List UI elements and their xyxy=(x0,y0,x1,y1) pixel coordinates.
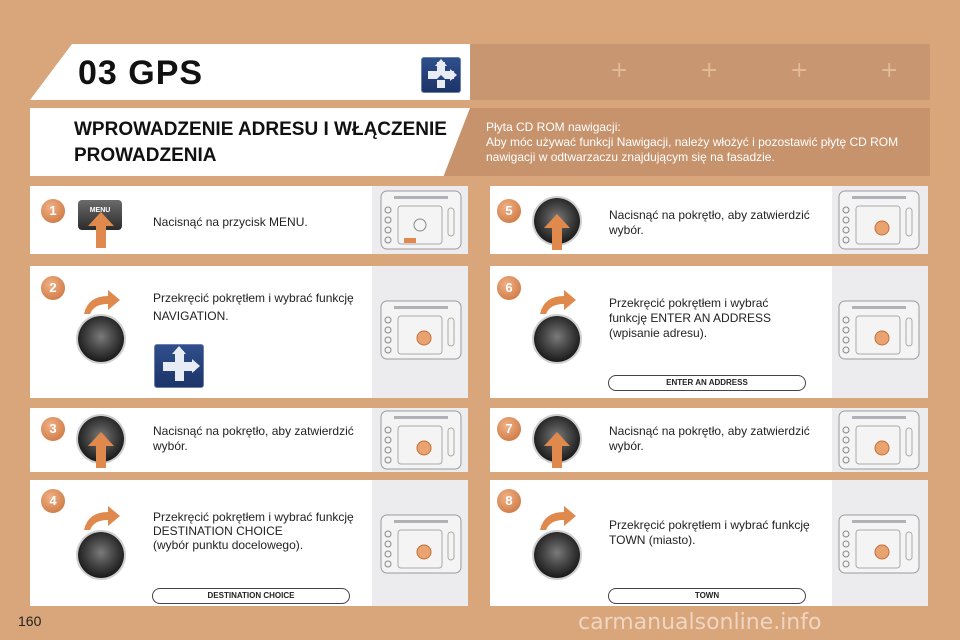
press-arrow-icon xyxy=(88,432,114,468)
press-arrow-icon xyxy=(544,432,570,468)
enter-address-pill: ENTER AN ADDRESS xyxy=(608,375,806,391)
step-badge-2: 2 xyxy=(40,275,66,301)
radio-panel-icon xyxy=(838,300,920,360)
radio-panel-icon xyxy=(380,190,462,250)
step-badge-4: 4 xyxy=(40,488,66,514)
navigation-arrows-icon xyxy=(421,57,461,93)
radio-panel-icon xyxy=(380,410,462,470)
rotary-knob-icon xyxy=(78,532,124,578)
step-badge-6: 6 xyxy=(496,275,522,301)
press-arrow-icon xyxy=(544,214,570,250)
step-text-3: Nacisnąć na pokrętło, aby zatwierdzić wybór. xyxy=(153,424,354,453)
press-arrow-icon xyxy=(88,212,114,248)
rotary-knob-icon xyxy=(78,316,124,362)
rotate-arrow-icon xyxy=(538,504,578,532)
destination-choice-pill: DESTINATION CHOICE xyxy=(152,588,350,604)
step-text-8: Przekręcić pokrętłem i wybrać funkcję TOWN (miasto). xyxy=(609,518,810,547)
section-title: WPROWADZENIE ADRESU I WŁĄCZENIE PROWADZENIA xyxy=(74,119,447,166)
rotary-knob-icon xyxy=(534,532,580,578)
rotary-knob-icon xyxy=(534,316,580,362)
radio-panel-icon xyxy=(380,300,462,360)
step-text-2: Przekręcić pokrętłem i wybrać funkcję NAVIGATION. xyxy=(153,291,354,323)
header-decor-band: + + + + xyxy=(470,44,930,100)
radio-panel-icon xyxy=(838,514,920,574)
step-text-7: Nacisnąć na pokrętło, aby zatwierdzić wybór. xyxy=(609,424,810,453)
cd-rom-note: Płyta CD ROM nawigacji: Aby móc używać funkcji Nawigacji, należy włożyć i pozostawić płytę CD ROM nawigacji w odtwarzaczu znajdującym się na fasadzie. xyxy=(486,120,899,164)
rotate-arrow-icon xyxy=(82,288,122,316)
rotate-arrow-icon xyxy=(538,288,578,316)
step-text-4: Przekręcić pokrętłem i wybrać funkcję DESTINATION CHOICE (wybór punktu docelowego). xyxy=(153,510,354,552)
step-text-5: Nacisnąć na pokrętło, aby zatwierdzić wybór. xyxy=(609,208,810,237)
step-badge-8: 8 xyxy=(496,488,522,514)
watermark: carmanualsonline.info xyxy=(578,610,822,635)
menu-button-icon: MENU xyxy=(78,200,122,230)
step-badge-3: 3 xyxy=(40,416,66,442)
step-badge-5: 5 xyxy=(496,198,522,224)
navigation-arrows-icon xyxy=(154,344,204,388)
town-pill: TOWN xyxy=(608,588,806,604)
radio-panel-icon xyxy=(838,190,920,250)
step-text-1: Nacisnąć na przycisk MENU. xyxy=(153,215,308,229)
step-badge-7: 7 xyxy=(496,416,522,442)
chapter-title: 03 GPS xyxy=(78,54,204,92)
page-number: 160 xyxy=(18,613,42,629)
step-text-6: Przekręcić pokrętłem i wybrać funkcję ENTER AN ADDRESS (wpisanie adresu). xyxy=(609,296,772,340)
radio-panel-icon xyxy=(838,410,920,470)
step-badge-1: 1 xyxy=(40,198,66,224)
radio-panel-icon xyxy=(380,514,462,574)
rotate-arrow-icon xyxy=(82,504,122,532)
